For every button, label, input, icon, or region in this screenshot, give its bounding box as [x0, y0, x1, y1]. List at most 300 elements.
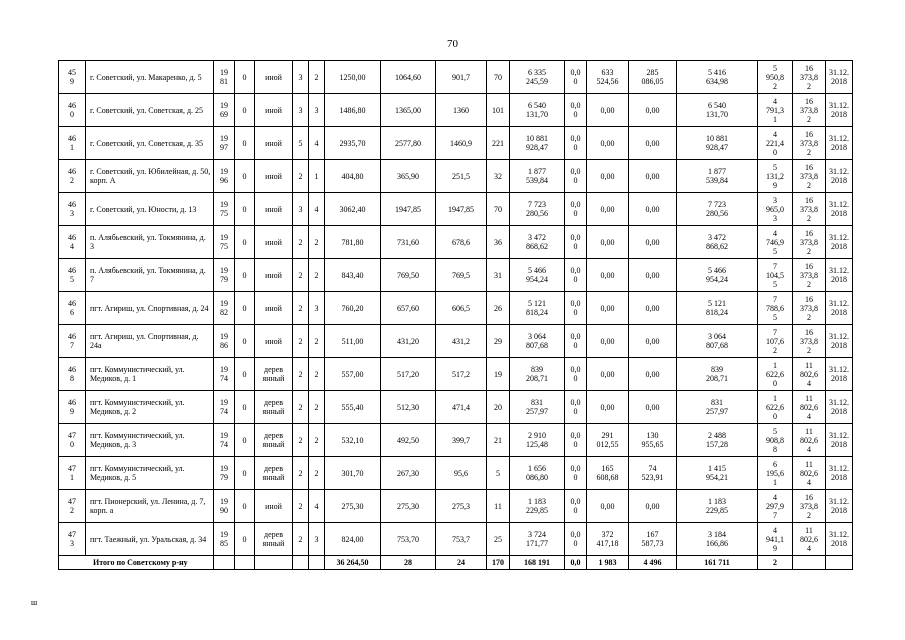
col14-cell: 0,00 — [587, 127, 629, 160]
total-c17: 2 — [758, 556, 793, 570]
total-c14: 1 983 — [587, 556, 629, 570]
material-cell: иной — [255, 193, 293, 226]
col14-cell: 372 417,18 — [587, 523, 629, 556]
table-row — [59, 61, 853, 94]
row-number: 46 1 — [59, 127, 86, 160]
address-cell: г. Советский, ул. Советская, д. 35 — [86, 127, 214, 160]
col16-cell: 10 881 928,47 — [677, 127, 758, 160]
material-cell: иной — [255, 259, 293, 292]
floors-cell: 5 — [293, 127, 309, 160]
residents-cell: 32 — [487, 160, 510, 193]
residents-cell: 70 — [487, 193, 510, 226]
col13-cell: 0,0 0 — [565, 424, 587, 457]
floors-cell: 2 — [293, 391, 309, 424]
col14-cell: 165 608,68 — [587, 457, 629, 490]
area-living-cell: 769,50 — [381, 259, 436, 292]
area-total-cell: 843,40 — [325, 259, 381, 292]
total-area-owned: 24 — [436, 556, 487, 570]
cost-total-cell: 5 121 818,24 — [510, 292, 565, 325]
cost-total-cell: 7 723 280,56 — [510, 193, 565, 226]
cost-total-cell: 2 910 125,48 — [510, 424, 565, 457]
col17-cell: 7 107,6 2 — [758, 325, 793, 358]
col14-cell: 0,00 — [587, 292, 629, 325]
area-owned-cell: 678,6 — [436, 226, 487, 259]
cost-total-cell: 3 724 171,77 — [510, 523, 565, 556]
floors-cell: 2 — [293, 160, 309, 193]
residents-cell: 101 — [487, 94, 510, 127]
col17-cell: 3 965,0 3 — [758, 193, 793, 226]
year-cell: 19 75 — [214, 193, 235, 226]
col4-cell: 0 — [235, 490, 255, 523]
residents-cell: 70 — [487, 61, 510, 94]
col13-cell: 0,0 0 — [565, 61, 587, 94]
col15-cell: 0,00 — [629, 193, 677, 226]
floors-cell: 3 — [293, 61, 309, 94]
col16-cell: 3 064 807,68 — [677, 325, 758, 358]
material-cell: иной — [255, 61, 293, 94]
col4-cell: 0 — [235, 325, 255, 358]
total-c16: 161 711 — [677, 556, 758, 570]
col15-cell: 0,00 — [629, 490, 677, 523]
area-total-cell: 557,00 — [325, 358, 381, 391]
col16-cell: 1 415 954,21 — [677, 457, 758, 490]
entrances-cell: 2 — [309, 391, 325, 424]
col13-cell: 0,0 0 — [565, 193, 587, 226]
table-row — [59, 259, 853, 292]
area-owned-cell: 471,4 — [436, 391, 487, 424]
date-cell: 31.12. 2018 — [826, 226, 853, 259]
area-living-cell: 512,30 — [381, 391, 436, 424]
area-total-cell: 824,00 — [325, 523, 381, 556]
col15-cell: 285 086,05 — [629, 61, 677, 94]
col16-cell: 3 472 868,62 — [677, 226, 758, 259]
area-owned-cell: 1947,85 — [436, 193, 487, 226]
col17-cell: 4 941,1 9 — [758, 523, 793, 556]
col16-cell: 2 488 157,28 — [677, 424, 758, 457]
area-total-cell: 2935,70 — [325, 127, 381, 160]
col4-cell: 0 — [235, 94, 255, 127]
col15-cell: 0,00 — [629, 391, 677, 424]
col13-cell: 0,0 0 — [565, 127, 587, 160]
col14-cell: 0,00 — [587, 226, 629, 259]
date-cell: 31.12. 2018 — [826, 457, 853, 490]
year-cell: 19 75 — [214, 226, 235, 259]
material-cell: иной — [255, 292, 293, 325]
address-cell: г. Советский, ул. Макаренко, д. 5 — [86, 61, 214, 94]
area-owned-cell: 1460,9 — [436, 127, 487, 160]
col4-cell: 0 — [235, 127, 255, 160]
floors-cell: 2 — [293, 292, 309, 325]
table-row — [59, 160, 853, 193]
col18-cell: 11 802,6 4 — [793, 457, 826, 490]
col15-cell: 0,00 — [629, 160, 677, 193]
row-number: 45 9 — [59, 61, 86, 94]
col17-cell: 4 791,3 1 — [758, 94, 793, 127]
col17-cell: 7 788,6 5 — [758, 292, 793, 325]
col16-cell: 3 184 166,86 — [677, 523, 758, 556]
col13-cell: 0,0 0 — [565, 226, 587, 259]
residents-cell: 221 — [487, 127, 510, 160]
year-cell: 19 97 — [214, 127, 235, 160]
residents-cell: 21 — [487, 424, 510, 457]
table-row — [59, 127, 853, 160]
col14-cell: 0,00 — [587, 358, 629, 391]
col4-cell: 0 — [235, 193, 255, 226]
col17-cell: 4 221,4 0 — [758, 127, 793, 160]
col4-cell: 0 — [235, 424, 255, 457]
area-living-cell: 2577,80 — [381, 127, 436, 160]
address-cell: пгт. Пионерский, ул. Ленина, д. 7, корп. а — [86, 490, 214, 523]
area-total-cell: 781,80 — [325, 226, 381, 259]
date-cell: 31.12. 2018 — [826, 259, 853, 292]
residents-cell: 11 — [487, 490, 510, 523]
area-living-cell: 1064,60 — [381, 61, 436, 94]
col13-cell: 0,0 0 — [565, 94, 587, 127]
area-owned-cell: 517,2 — [436, 358, 487, 391]
row-number: 46 2 — [59, 160, 86, 193]
entrances-cell: 2 — [309, 325, 325, 358]
cost-total-cell: 6 335 245,59 — [510, 61, 565, 94]
footer-mark: ш — [31, 598, 38, 607]
residents-cell: 5 — [487, 457, 510, 490]
col17-cell: 1 622,6 0 — [758, 358, 793, 391]
total-cost: 168 191 — [510, 556, 565, 570]
area-total-cell: 532,10 — [325, 424, 381, 457]
year-cell: 19 74 — [214, 358, 235, 391]
floors-cell: 2 — [293, 259, 309, 292]
floors-cell: 2 — [293, 325, 309, 358]
area-total-cell: 760,20 — [325, 292, 381, 325]
col18-cell: 11 802,6 4 — [793, 424, 826, 457]
date-cell: 31.12. 2018 — [826, 292, 853, 325]
total-row — [59, 556, 853, 570]
date-cell: 31.12. 2018 — [826, 523, 853, 556]
table-row — [59, 325, 853, 358]
year-cell: 19 82 — [214, 292, 235, 325]
material-cell: дерев янный — [255, 358, 293, 391]
table-row — [59, 424, 853, 457]
floors-cell: 2 — [293, 424, 309, 457]
date-cell: 31.12. 2018 — [826, 490, 853, 523]
residents-cell: 20 — [487, 391, 510, 424]
area-living-cell: 753,70 — [381, 523, 436, 556]
area-living-cell: 492,50 — [381, 424, 436, 457]
area-total-cell: 404,80 — [325, 160, 381, 193]
area-living-cell: 731,60 — [381, 226, 436, 259]
col18-cell: 16 373,8 2 — [793, 490, 826, 523]
date-cell: 31.12. 2018 — [826, 94, 853, 127]
col4-cell: 0 — [235, 523, 255, 556]
year-cell: 19 74 — [214, 391, 235, 424]
col15-cell: 0,00 — [629, 325, 677, 358]
material-cell: иной — [255, 490, 293, 523]
residents-cell: 25 — [487, 523, 510, 556]
col17-cell: 1 622,6 0 — [758, 391, 793, 424]
row-number: 46 9 — [59, 391, 86, 424]
total-c15: 4 496 — [629, 556, 677, 570]
col16-cell: 1 183 229,85 — [677, 490, 758, 523]
col17-cell: 5 908,8 8 — [758, 424, 793, 457]
col18-cell: 11 802,6 4 — [793, 523, 826, 556]
floors-cell: 2 — [293, 358, 309, 391]
area-owned-cell: 753,7 — [436, 523, 487, 556]
material-cell: дерев янный — [255, 424, 293, 457]
col15-cell: 167 587,73 — [629, 523, 677, 556]
table-row — [59, 193, 853, 226]
entrances-cell: 4 — [309, 490, 325, 523]
col13-cell: 0,0 0 — [565, 358, 587, 391]
year-cell: 19 90 — [214, 490, 235, 523]
col14-cell: 633 524,56 — [587, 61, 629, 94]
cost-total-cell: 1 877 539,84 — [510, 160, 565, 193]
table-row — [59, 391, 853, 424]
col13-cell: 0,0 0 — [565, 325, 587, 358]
col14-cell: 0,00 — [587, 259, 629, 292]
col16-cell: 831 257,97 — [677, 391, 758, 424]
table-row — [59, 358, 853, 391]
col14-cell: 0,00 — [587, 94, 629, 127]
area-living-cell: 1365,00 — [381, 94, 436, 127]
address-cell: п. Алябьевский, ул. Токмянина, д. 7 — [86, 259, 214, 292]
cost-total-cell: 831 257,97 — [510, 391, 565, 424]
col13-cell: 0,0 0 — [565, 457, 587, 490]
material-cell: иной — [255, 160, 293, 193]
address-cell: п. Алябьевский, ул. Токмянина, д. 3 — [86, 226, 214, 259]
page-number: 70 — [447, 38, 458, 50]
entrances-cell: 2 — [309, 424, 325, 457]
address-cell: г. Советский, ул. Юбилейная, д. 50, корп. А — [86, 160, 214, 193]
col13-cell: 0,0 0 — [565, 160, 587, 193]
row-number: 46 3 — [59, 193, 86, 226]
total-residents: 170 — [487, 556, 510, 570]
row-number: 46 0 — [59, 94, 86, 127]
date-cell: 31.12. 2018 — [826, 424, 853, 457]
area-total-cell: 301,70 — [325, 457, 381, 490]
cost-total-cell: 1 656 086,80 — [510, 457, 565, 490]
row-number: 46 7 — [59, 325, 86, 358]
cost-total-cell: 6 540 131,70 — [510, 94, 565, 127]
material-cell: иной — [255, 94, 293, 127]
area-owned-cell: 769,5 — [436, 259, 487, 292]
date-cell: 31.12. 2018 — [826, 193, 853, 226]
floors-cell: 3 — [293, 193, 309, 226]
area-living-cell: 267,30 — [381, 457, 436, 490]
residents-cell: 36 — [487, 226, 510, 259]
year-cell: 19 79 — [214, 259, 235, 292]
col14-cell: 291 012,55 — [587, 424, 629, 457]
entrances-cell: 2 — [309, 226, 325, 259]
col17-cell: 4 746,9 5 — [758, 226, 793, 259]
date-cell: 31.12. 2018 — [826, 325, 853, 358]
year-cell: 19 69 — [214, 94, 235, 127]
address-cell: пгт. Коммунистический, ул. Медиков, д. 5 — [86, 457, 214, 490]
entrances-cell: 3 — [309, 523, 325, 556]
year-cell: 19 85 — [214, 523, 235, 556]
col15-cell: 0,00 — [629, 226, 677, 259]
col18-cell: 16 373,8 2 — [793, 94, 826, 127]
area-living-cell: 517,20 — [381, 358, 436, 391]
col18-cell: 16 373,8 2 — [793, 292, 826, 325]
col17-cell: 5 950,8 2 — [758, 61, 793, 94]
row-number: 47 1 — [59, 457, 86, 490]
col13-cell: 0,0 0 — [565, 259, 587, 292]
col16-cell: 839 208,71 — [677, 358, 758, 391]
area-owned-cell: 1360 — [436, 94, 487, 127]
col15-cell: 130 955,65 — [629, 424, 677, 457]
year-cell: 19 79 — [214, 457, 235, 490]
total-c13: 0,0 — [565, 556, 587, 570]
col16-cell: 5 466 954,24 — [677, 259, 758, 292]
area-owned-cell: 431,2 — [436, 325, 487, 358]
area-living-cell: 1947,85 — [381, 193, 436, 226]
col18-cell: 16 373,8 2 — [793, 259, 826, 292]
table-row — [59, 292, 853, 325]
entrances-cell: 2 — [309, 358, 325, 391]
col13-cell: 0,0 0 — [565, 391, 587, 424]
table-row — [59, 226, 853, 259]
year-cell: 19 74 — [214, 424, 235, 457]
area-living-cell: 275,30 — [381, 490, 436, 523]
area-owned-cell: 399,7 — [436, 424, 487, 457]
col17-cell: 6 195,6 1 — [758, 457, 793, 490]
material-cell: иной — [255, 325, 293, 358]
cost-total-cell: 5 466 954,24 — [510, 259, 565, 292]
floors-cell: 2 — [293, 457, 309, 490]
col18-cell: 16 373,8 2 — [793, 61, 826, 94]
date-cell: 31.12. 2018 — [826, 127, 853, 160]
residents-cell: 29 — [487, 325, 510, 358]
address-cell: пгт. Агириш, ул. Спортивная, д. 24а — [86, 325, 214, 358]
date-cell: 31.12. 2018 — [826, 160, 853, 193]
col14-cell: 0,00 — [587, 325, 629, 358]
col18-cell: 16 373,8 2 — [793, 325, 826, 358]
entrances-cell: 4 — [309, 127, 325, 160]
floors-cell: 3 — [293, 94, 309, 127]
col17-cell: 5 131,2 9 — [758, 160, 793, 193]
col15-cell: 0,00 — [629, 292, 677, 325]
total-area-living: 28 — [381, 556, 436, 570]
table-row — [59, 94, 853, 127]
col18-cell: 16 373,8 2 — [793, 127, 826, 160]
floors-cell: 2 — [293, 226, 309, 259]
entrances-cell: 2 — [309, 61, 325, 94]
col13-cell: 0,0 0 — [565, 490, 587, 523]
col16-cell: 7 723 280,56 — [677, 193, 758, 226]
address-cell: пгт. Агириш, ул. Спортивная, д. 24 — [86, 292, 214, 325]
col4-cell: 0 — [235, 292, 255, 325]
col14-cell: 0,00 — [587, 160, 629, 193]
date-cell: 31.12. 2018 — [826, 391, 853, 424]
entrances-cell: 4 — [309, 193, 325, 226]
col14-cell: 0,00 — [587, 193, 629, 226]
housing-register-table — [58, 60, 853, 570]
col4-cell: 0 — [235, 160, 255, 193]
material-cell: иной — [255, 226, 293, 259]
year-cell: 19 96 — [214, 160, 235, 193]
col4-cell: 0 — [235, 259, 255, 292]
row-number: 46 8 — [59, 358, 86, 391]
entrances-cell: 1 — [309, 160, 325, 193]
table-row — [59, 457, 853, 490]
entrances-cell: 2 — [309, 457, 325, 490]
col4-cell: 0 — [235, 61, 255, 94]
entrances-cell: 3 — [309, 292, 325, 325]
entrances-cell: 3 — [309, 94, 325, 127]
col4-cell: 0 — [235, 358, 255, 391]
col17-cell: 7 104,5 5 — [758, 259, 793, 292]
cost-total-cell: 839 208,71 — [510, 358, 565, 391]
total-area-total: 36 264,50 — [325, 556, 381, 570]
area-owned-cell: 251,5 — [436, 160, 487, 193]
col15-cell: 0,00 — [629, 259, 677, 292]
area-living-cell: 365,90 — [381, 160, 436, 193]
area-owned-cell: 95,6 — [436, 457, 487, 490]
col17-cell: 4 297,9 7 — [758, 490, 793, 523]
area-total-cell: 511,00 — [325, 325, 381, 358]
col16-cell: 5 416 634,98 — [677, 61, 758, 94]
col15-cell: 0,00 — [629, 127, 677, 160]
date-cell: 31.12. 2018 — [826, 61, 853, 94]
col4-cell: 0 — [235, 457, 255, 490]
address-cell: пгт. Коммунистический, ул. Медиков, д. 2 — [86, 391, 214, 424]
floors-cell: 2 — [293, 523, 309, 556]
area-total-cell: 1250,00 — [325, 61, 381, 94]
floors-cell: 2 — [293, 490, 309, 523]
residents-cell: 19 — [487, 358, 510, 391]
area-total-cell: 555,40 — [325, 391, 381, 424]
material-cell: иной — [255, 127, 293, 160]
residents-cell: 31 — [487, 259, 510, 292]
area-owned-cell: 275,3 — [436, 490, 487, 523]
cost-total-cell: 3 064 807,68 — [510, 325, 565, 358]
row-number: 46 5 — [59, 259, 86, 292]
material-cell: дерев янный — [255, 391, 293, 424]
material-cell: дерев янный — [255, 457, 293, 490]
col15-cell: 0,00 — [629, 94, 677, 127]
col18-cell: 16 373,8 2 — [793, 160, 826, 193]
address-cell: пгт. Таежный, ул. Уральская, д. 34 — [86, 523, 214, 556]
col16-cell: 6 540 131,70 — [677, 94, 758, 127]
col18-cell: 11 802,6 4 — [793, 391, 826, 424]
material-cell: дерев янный — [255, 523, 293, 556]
col15-cell: 0,00 — [629, 358, 677, 391]
area-total-cell: 275,30 — [325, 490, 381, 523]
row-number: 46 4 — [59, 226, 86, 259]
area-total-cell: 3062,40 — [325, 193, 381, 226]
table-row — [59, 523, 853, 556]
address-cell: пгт. Коммунистический, ул. Медиков, д. 1 — [86, 358, 214, 391]
table-row — [59, 490, 853, 523]
col18-cell: 16 373,8 2 — [793, 226, 826, 259]
address-cell: пгт. Коммунистический, ул. Медиков, д. 3 — [86, 424, 214, 457]
total-label: Итого по Советскому р-ну — [59, 556, 214, 570]
area-owned-cell: 901,7 — [436, 61, 487, 94]
col16-cell: 1 877 539,84 — [677, 160, 758, 193]
cost-total-cell: 10 881 928,47 — [510, 127, 565, 160]
area-living-cell: 431,20 — [381, 325, 436, 358]
col14-cell: 0,00 — [587, 391, 629, 424]
entrances-cell: 2 — [309, 259, 325, 292]
col18-cell: 11 802,6 4 — [793, 358, 826, 391]
row-number: 47 0 — [59, 424, 86, 457]
residents-cell: 26 — [487, 292, 510, 325]
col13-cell: 0,0 0 — [565, 523, 587, 556]
col15-cell: 74 523,91 — [629, 457, 677, 490]
row-number: 47 2 — [59, 490, 86, 523]
area-total-cell: 1486,80 — [325, 94, 381, 127]
area-owned-cell: 606,5 — [436, 292, 487, 325]
row-number: 46 6 — [59, 292, 86, 325]
